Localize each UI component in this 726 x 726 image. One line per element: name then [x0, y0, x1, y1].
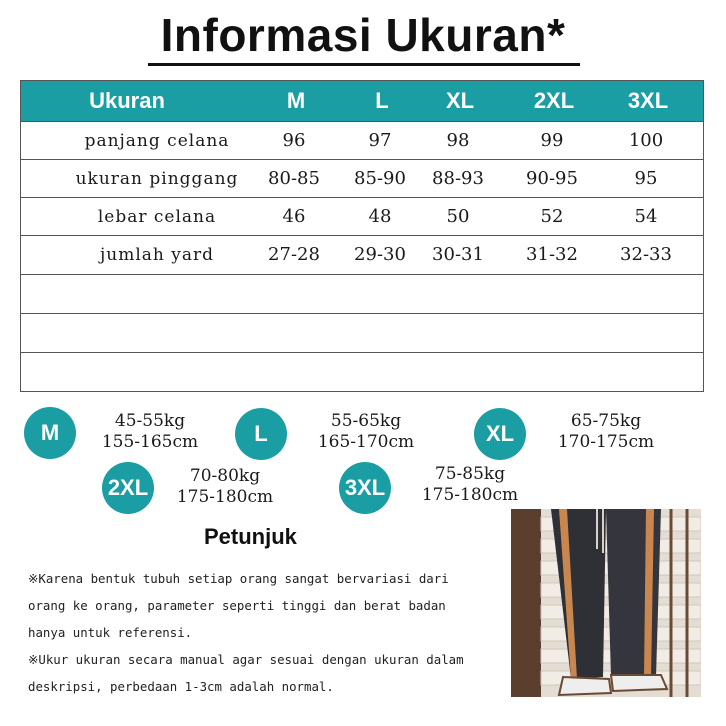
table-cell: 80-85 — [268, 168, 320, 189]
table-cell: 88-93 — [432, 168, 484, 189]
table-row — [21, 235, 703, 273]
header-size-m: M — [286, 88, 306, 113]
table-cell: 85-90 — [354, 168, 406, 189]
empty-table-row — [21, 352, 703, 390]
row-label: ukuran pinggang — [75, 169, 239, 189]
size-badge-2xl: 2XL — [102, 462, 154, 514]
instruction-line: ※Ukur ukuran secara manual agar sesuai dengan ukuran dalam — [28, 652, 464, 667]
weight-range: 70-80kg — [189, 466, 261, 486]
size-info-2xl — [165, 466, 285, 508]
table-cell: 27-28 — [268, 244, 320, 265]
table-header — [21, 81, 703, 121]
instruction-line: deskripsi, perbedaan 1-3cm adalah normal. — [28, 679, 334, 694]
product-photo — [511, 509, 701, 697]
table-cell: 29-30 — [354, 244, 406, 265]
table-row — [21, 159, 703, 197]
height-range: 155-165cm — [101, 432, 199, 452]
size-badge-3xl: 3XL — [339, 462, 391, 514]
table-cell: 54 — [634, 206, 658, 227]
height-range: 170-175cm — [557, 432, 655, 452]
size-info-m — [90, 411, 210, 453]
header-size-2xl: 2XL — [533, 88, 575, 113]
weight-range: 75-85kg — [434, 464, 506, 484]
table-cell: 98 — [446, 130, 470, 151]
table-cell: 30-31 — [432, 244, 484, 265]
empty-table-row — [21, 274, 703, 312]
size-info-xl — [546, 411, 666, 453]
row-label: jumlah yard — [99, 245, 214, 265]
title-underline — [148, 63, 580, 66]
header-size-xl: XL — [445, 88, 475, 113]
row-label: lebar celana — [97, 207, 217, 227]
table-cell: 48 — [368, 206, 392, 227]
row-label: panjang celana — [84, 131, 230, 151]
table-cell: 31-32 — [526, 244, 578, 265]
table-cell: 97 — [368, 130, 392, 151]
instruction-line: hanya untuk referensi. — [28, 625, 193, 640]
size-table — [20, 80, 704, 392]
table-cell: 90-95 — [526, 168, 578, 189]
height-range: 165-170cm — [317, 432, 415, 452]
height-range: 175-180cm — [421, 485, 519, 505]
size-badge-l: L — [235, 408, 287, 460]
table-cell: 96 — [282, 130, 306, 151]
header-ukuran: Ukuran — [89, 88, 165, 113]
table-cell: 32-33 — [620, 244, 672, 265]
header-size-l: L — [375, 88, 389, 113]
instruction-line: ※Karena bentuk tubuh setiap orang sangat bervariasi dari — [28, 571, 449, 586]
header-size-3xl: 3XL — [627, 88, 669, 113]
pants-on-stairs-illustration — [511, 509, 701, 697]
empty-table-row — [21, 313, 703, 351]
size-badge-m: M — [24, 407, 76, 459]
weight-range: 55-65kg — [330, 411, 402, 431]
table-cell: 99 — [540, 130, 564, 151]
table-cell: 95 — [634, 168, 658, 189]
page-title: Informasi Ukuran* — [160, 9, 566, 61]
table-cell: 50 — [446, 206, 470, 227]
size-info-3xl — [410, 464, 530, 506]
size-badge-xl: XL — [474, 408, 526, 460]
table-cell: 52 — [540, 206, 564, 227]
table-cell: 46 — [282, 206, 306, 227]
table-row — [21, 197, 703, 235]
size-info-l — [306, 411, 426, 453]
height-range: 175-180cm — [176, 487, 274, 507]
instruction-line: orang ke orang, parameter seperti tinggi dan berat badan — [28, 598, 446, 613]
table-cell: 100 — [628, 130, 664, 151]
instructions-title: Petunjuk — [204, 524, 297, 549]
weight-range: 65-75kg — [570, 411, 642, 431]
table-row — [21, 121, 703, 159]
weight-range: 45-55kg — [114, 411, 186, 431]
